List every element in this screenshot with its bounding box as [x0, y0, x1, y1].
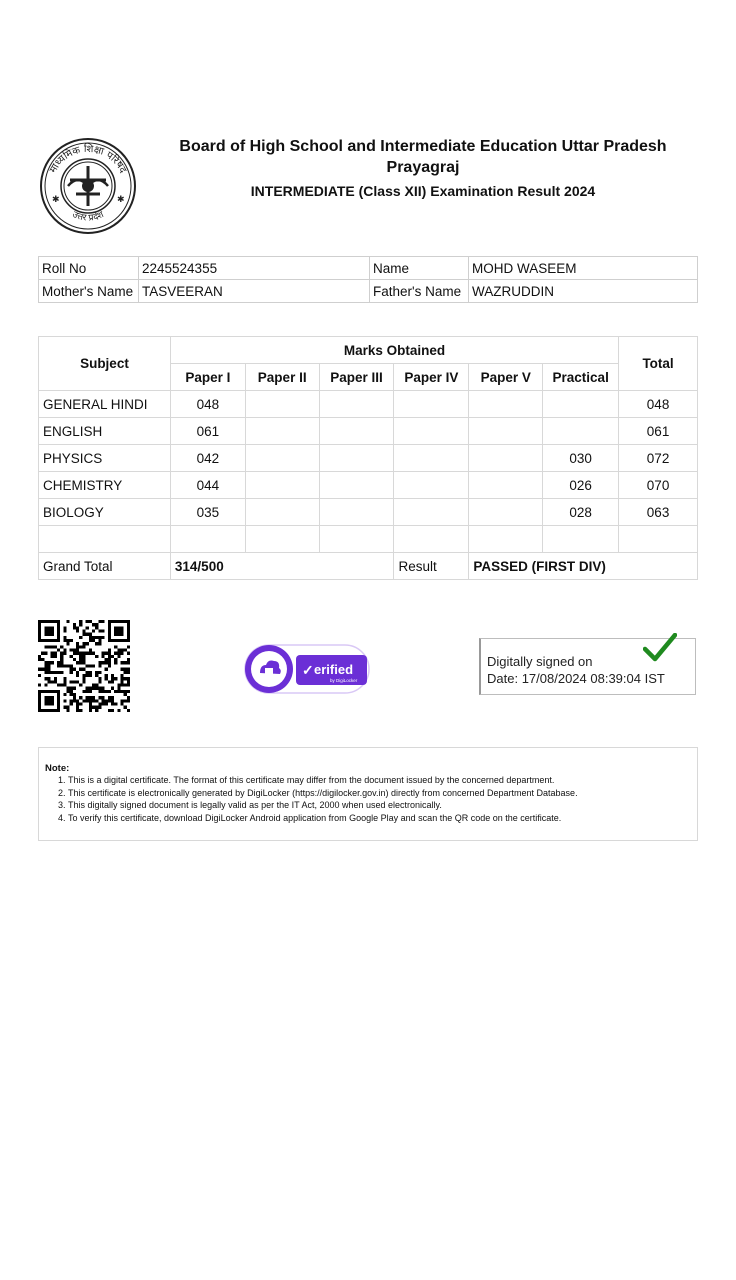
mark-cell-p4 — [394, 445, 469, 472]
mark-cell-p1: 044 — [170, 472, 245, 499]
col-paper-3: Paper III — [319, 364, 394, 391]
father-label: Father's Name — [370, 280, 469, 303]
roll-value: 2245524355 — [139, 257, 370, 280]
mark-cell-total: 072 — [619, 445, 698, 472]
mark-cell-practical: 026 — [543, 472, 619, 499]
svg-text:by DigiLocker: by DigiLocker — [330, 678, 358, 683]
mark-cell-p3 — [319, 391, 394, 418]
note-item: 1. This is a digital certificate. The format of this certificate may differ from the document issued by the concerned department. — [68, 774, 692, 787]
mother-label: Mother's Name — [39, 280, 139, 303]
note-title: Note: — [45, 763, 70, 774]
result-value: PASSED (FIRST DIV) — [469, 553, 698, 580]
total-header: Total — [619, 337, 698, 391]
date-value: 17/08/2024 08:39:04 IST — [521, 671, 665, 686]
marks-table — [38, 336, 698, 580]
checkmark-icon — [643, 633, 677, 663]
mark-cell-p3 — [319, 418, 394, 445]
empty-row — [39, 526, 698, 553]
mark-cell-p4 — [394, 418, 469, 445]
note-item: 3. This digitally signed document is legally valid as per the IT Act, 2000 when used electronically. — [68, 799, 692, 812]
mark-cell-p5 — [469, 499, 543, 526]
mark-cell-p2 — [245, 445, 319, 472]
mark-cell-p3 — [319, 445, 394, 472]
board-city: Prayagraj — [386, 159, 460, 176]
result-label: Result — [394, 553, 469, 580]
note-box — [38, 747, 698, 841]
grand-total-row — [39, 553, 698, 580]
mark-cell-p2 — [245, 499, 319, 526]
name-value: MOHD WASEEM — [469, 257, 698, 280]
table-row — [39, 445, 698, 472]
mark-cell-p5 — [469, 445, 543, 472]
digital-signature-box — [479, 638, 696, 695]
svg-text:माध्यमिक शिक्षा परिषद: माध्यमिक शिक्षा परिषद — [47, 143, 129, 176]
marks-obtained-header: Marks Obtained — [170, 337, 618, 364]
certificate-header — [38, 136, 698, 236]
subject-cell: CHEMISTRY — [39, 472, 171, 499]
subject-cell: GENERAL HINDI — [39, 391, 171, 418]
father-value: WAZRUDDIN — [469, 280, 698, 303]
table-row — [39, 418, 698, 445]
mother-value: TASVEERAN — [139, 280, 370, 303]
svg-text:erified: erified — [314, 662, 354, 677]
mark-cell-p4 — [394, 472, 469, 499]
signed-date — [487, 671, 665, 686]
col-practical: Practical — [543, 364, 619, 391]
mark-cell-p3 — [319, 499, 394, 526]
subject-header: Subject — [39, 337, 171, 391]
subject-cell: PHYSICS — [39, 445, 171, 472]
col-paper-4: Paper IV — [394, 364, 469, 391]
mark-cell-p2 — [245, 418, 319, 445]
roll-label: Roll No — [39, 257, 139, 280]
digilocker-verified-badge — [244, 643, 370, 695]
mark-cell-total: 061 — [619, 418, 698, 445]
note-item: 2. This certificate is electronically generated by DigiLocker (https://digilocker.gov.in) directly from concerned Department Database. — [68, 787, 692, 800]
table-row — [39, 472, 698, 499]
mark-cell-total: 070 — [619, 472, 698, 499]
mark-cell-practical: 028 — [543, 499, 619, 526]
date-label: Date: — [487, 671, 519, 686]
table-row — [39, 391, 698, 418]
signed-on-label: Digitally signed on — [487, 654, 593, 669]
marks-header-row — [39, 337, 698, 364]
svg-text:✱: ✱ — [117, 194, 125, 204]
subject-cell: ENGLISH — [39, 418, 171, 445]
note-list — [68, 774, 692, 824]
info-row — [39, 280, 698, 303]
svg-text:✓: ✓ — [302, 662, 314, 678]
mark-cell-p3 — [319, 472, 394, 499]
mark-cell-practical — [543, 418, 619, 445]
mark-cell-p2 — [245, 391, 319, 418]
mark-cell-p5 — [469, 418, 543, 445]
board-name: Board of High School and Intermediate Education Uttar Pradesh — [179, 138, 667, 155]
grand-total-label: Grand Total — [39, 553, 171, 580]
grand-total-value: 314/500 — [170, 553, 394, 580]
mark-cell-p2 — [245, 472, 319, 499]
mark-cell-practical: 030 — [543, 445, 619, 472]
mark-cell-total: 063 — [619, 499, 698, 526]
mark-cell-p1: 048 — [170, 391, 245, 418]
table-row — [39, 499, 698, 526]
student-info-table — [38, 256, 698, 303]
svg-text:उत्तर प्रदेश: उत्तर प्रदेश — [70, 209, 106, 224]
svg-text:✱: ✱ — [52, 194, 60, 204]
subject-cell: BIOLOGY — [39, 499, 171, 526]
mark-cell-practical — [543, 391, 619, 418]
mark-cell-p4 — [394, 391, 469, 418]
qr-code-icon[interactable] — [38, 620, 130, 712]
exam-title: INTERMEDIATE (Class XII) Examination Result 2024 — [250, 183, 596, 199]
info-row — [39, 257, 698, 280]
note-item: 4. To verify this certificate, download DigiLocker Android application from Google Play and scan the QR code on the certificate. — [68, 812, 692, 825]
name-label: Name — [370, 257, 469, 280]
mark-cell-p5 — [469, 391, 543, 418]
mark-cell-p4 — [394, 499, 469, 526]
mark-cell-total: 048 — [619, 391, 698, 418]
mark-cell-p1: 042 — [170, 445, 245, 472]
col-paper-1: Paper I — [170, 364, 245, 391]
col-paper-2: Paper II — [245, 364, 319, 391]
mark-cell-p1: 035 — [170, 499, 245, 526]
up-board-seal-icon — [38, 136, 138, 236]
col-paper-5: Paper V — [469, 364, 543, 391]
mark-cell-p5 — [469, 472, 543, 499]
mark-cell-p1: 061 — [170, 418, 245, 445]
